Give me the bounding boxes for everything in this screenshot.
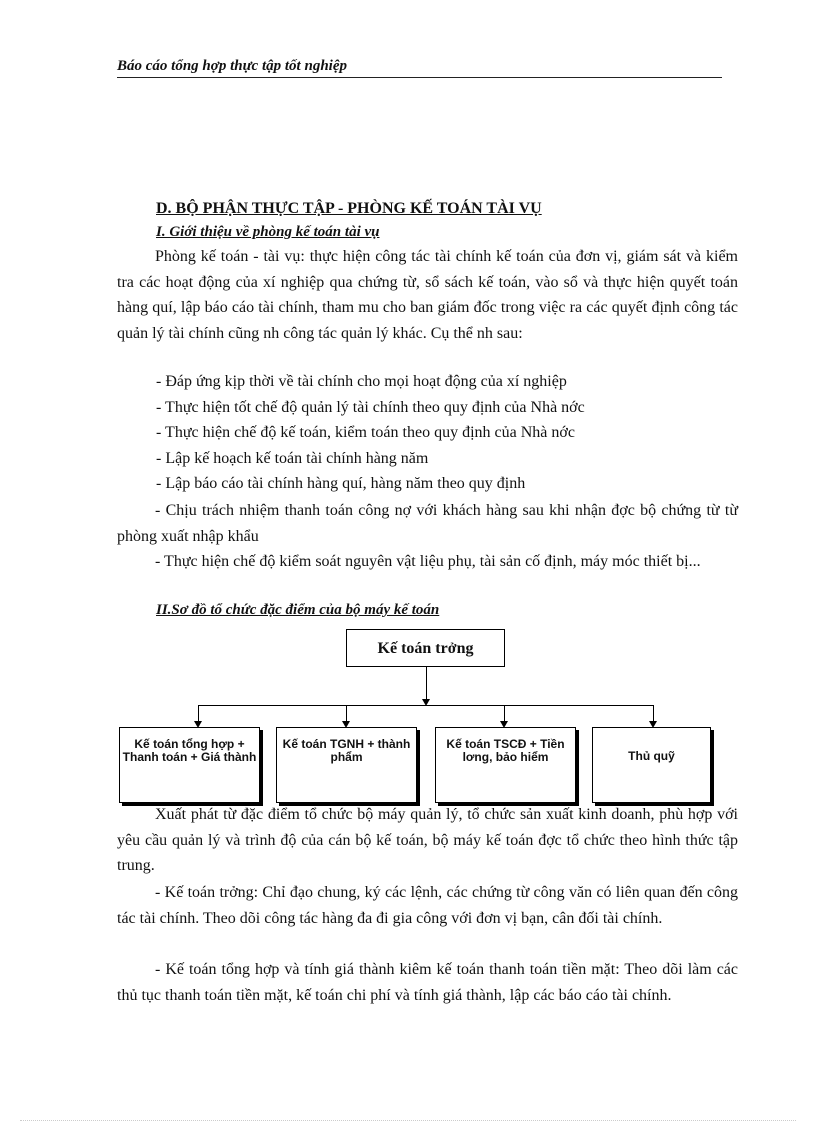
paragraph-text: - Kế toán tổng hợp và tính giá thành kiêm kế toán thanh toán tiền mặt: Theo dõi làm các thủ tục thanh toán tiền mặt, kế toán chi phí và tính giá thành, lập các báo cáo tài chính. [117,961,738,1004]
subheading-org-chart: II.Sơ đồ tổ chức đặc điểm của bộ máy kế toán [156,602,440,618]
connector-line [426,667,427,702]
bullet-item-long [117,549,738,575]
bullet-item-long [117,498,738,549]
bullet-item: - Thực hiện tốt chế độ quản lý tài chính theo quy định của Nhà nớc [156,399,585,416]
bullet-item: - Thực hiện chế độ kế toán, kiểm toán theo quy định của Nhà nớc [156,424,575,441]
bullet-item: - Lập báo cáo tài chính hàng quí, hàng năm theo quy định [156,475,526,492]
bullet-long-text: - Thực hiện chế độ kiểm soát nguyên vật liệu phụ, tài sản cố định, máy móc thiết bị... [155,553,701,570]
org-box-treasurer: Thủ quỹ [592,727,711,803]
paragraph-text: Xuất phát từ đặc điểm tổ chức bộ máy quản lý, tổ chức sản xuất kinh doanh, phù hợp với yêu cầu quản lý và trình độ của cán bộ kế toán, bộ máy kế toán đợc tổ chức theo hình thức tập trung. [117,806,738,874]
document-header-title: Báo cáo tổng hợp thực tập tốt nghiệp [117,58,347,74]
subheading-intro: I. Giới thiệu về phòng kế toán tài vụ [156,224,380,240]
paragraph-structure [117,802,738,879]
org-box-general-accounting: Kế toán tổng hợp + Thanh toán + Giá thành [119,727,260,803]
intro-paragraph [117,244,738,346]
bullet-long-text: - Chịu trách nhiệm thanh toán công nợ với khách hàng sau khi nhận đợc bộ chứng từ từ phòng xuất nhập khẩu [117,502,738,545]
intro-text: Phòng kế toán - tài vụ: thực hiện công tác tài chính kế toán của đơn vị, giám sát và kiểm tra các hoạt động của xí nghiệp qua chứng từ, sổ sách kế toán, vào sổ và thực hiện quyết toán hàng quí, lập báo cáo tài chính, tham mu cho ban giám đốc trong việc ra các quyết định công tác quản lý tài chính cũng nh công tác quản lý khác. Cụ thể nh sau: [117,248,738,342]
page-bottom-border [20,1120,796,1121]
header-rule [117,77,722,78]
paragraph-general-accountant [117,957,738,1008]
org-box-fixed-assets-payroll: Kế toán TSCĐ + Tiền lơng, bảo hiểm [435,727,576,803]
connector-line [198,705,654,706]
paragraph-chief-accountant [117,880,738,931]
bullet-item: - Đáp ứng kịp thời về tài chính cho mọi hoạt động của xí nghiệp [156,373,567,390]
bullet-item: - Lập kế hoạch kế toán tài chính hàng năm [156,450,429,467]
org-box-bank-deposit-products: Kế toán TGNH + thành phẩm [276,727,417,803]
org-box-chief-accountant: Kế toán trởng [346,629,505,667]
section-heading: D. BỘ PHẬN THỰC TẬP - PHÒNG KẾ TOÁN TÀI VỤ [156,200,542,217]
paragraph-text: - Kế toán trởng: Chỉ đạo chung, ký các lệnh, các chứng từ công văn có liên quan đến công tác tài chính. Theo dõi công tác hàng đa đi gia công với đơn vị bạn, cân đối tài chính. [117,884,738,927]
